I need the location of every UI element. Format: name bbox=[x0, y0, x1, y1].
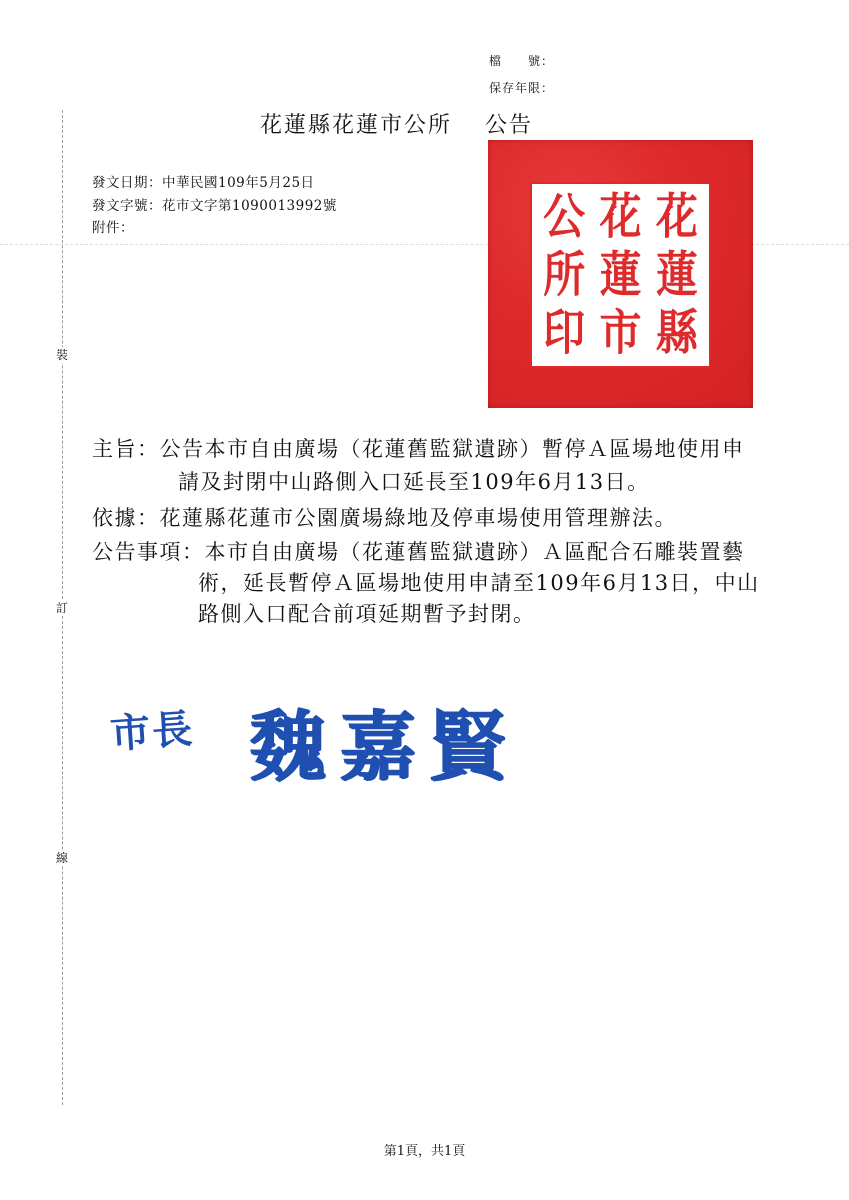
binding-mark-zhuang: 裝 bbox=[55, 348, 68, 362]
seal-column bbox=[536, 188, 592, 362]
subject-line-1: 主旨：公告本市自由廣場（花蓮舊監獄遺跡）暫停Ａ區場地使用申 bbox=[92, 437, 745, 461]
binding-mark-ding: 訂 bbox=[55, 601, 68, 615]
seal-character: 花 bbox=[655, 188, 698, 245]
seal-column bbox=[649, 188, 705, 362]
announcement-items-line-1: 公告事項：本市自由廣場（花蓮舊監獄遺跡）Ａ區配合石雕裝置藝 bbox=[92, 540, 745, 564]
binding-mark-xian: 線 bbox=[55, 851, 68, 865]
file-number-field: 檔 號： bbox=[489, 54, 555, 68]
retention-period-field: 保存年限： bbox=[489, 81, 555, 95]
seal-character: 公 bbox=[543, 188, 586, 245]
attachment-row bbox=[92, 216, 134, 236]
announcement-items-line-2: 術，延長暫停Ａ區場地使用申請至109年6月13日，中山 bbox=[198, 571, 760, 595]
seal-character: 印 bbox=[543, 304, 586, 361]
seal-character: 蓮 bbox=[655, 246, 698, 303]
seal-column bbox=[593, 188, 649, 362]
mayor-signature-stamp bbox=[108, 686, 560, 791]
seal-character: 縣 bbox=[655, 304, 698, 361]
seal-character: 花 bbox=[599, 188, 642, 245]
seal-character: 所 bbox=[543, 246, 586, 303]
subject-line-2: 請及封閉中山路側入口延長至109年6月13日。 bbox=[178, 470, 650, 494]
mayor-name: 魏嘉賢 bbox=[250, 702, 520, 791]
page-footer: 第1頁，共1頁 bbox=[383, 1144, 466, 1159]
basis-line: 依據：花蓮縣花蓮市公園廣場綠地及停車場使用管理辦法。 bbox=[92, 506, 677, 530]
document-title: 花蓮縣花蓮市公所 公告 bbox=[260, 113, 533, 138]
mayor-title: 市長 bbox=[108, 706, 196, 758]
issue-date-label: 發文日期： bbox=[92, 175, 162, 191]
attachment-label: 附件： bbox=[92, 220, 134, 236]
reference-number-label: 發文字號： bbox=[92, 198, 162, 214]
announcement-items-line-3: 路側入口配合前項延期暫予封閉。 bbox=[198, 602, 536, 626]
seal-inner-frame bbox=[530, 182, 711, 368]
official-seal bbox=[488, 140, 753, 408]
seal-character: 蓮 bbox=[599, 246, 642, 303]
issue-date-value: 中華民國109年5月25日 bbox=[162, 175, 315, 191]
seal-character: 市 bbox=[599, 304, 642, 361]
issue-date-row bbox=[92, 171, 315, 191]
reference-number-row bbox=[92, 194, 337, 214]
seal-characters bbox=[536, 188, 705, 362]
reference-number-value: 花市文字第1090013992號 bbox=[162, 198, 337, 214]
